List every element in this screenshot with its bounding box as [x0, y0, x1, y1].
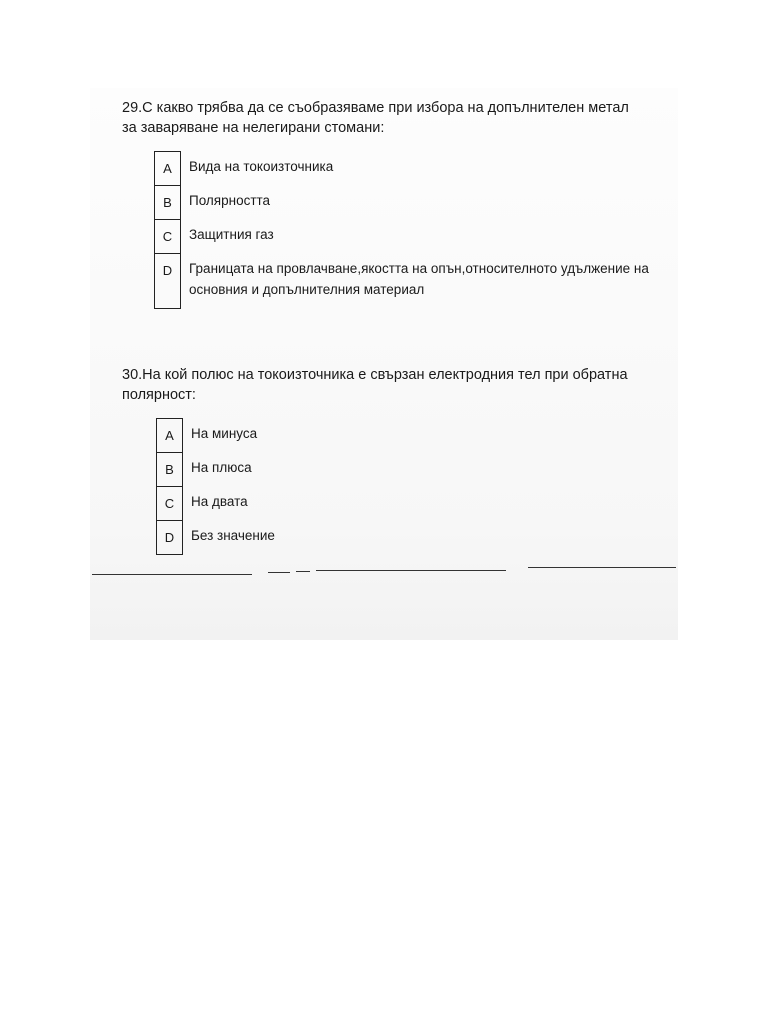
option-letter-box: C — [156, 486, 183, 521]
question-29: 29.С какво трябва да се съобразяваме при избора на допълнителен метал за заваряване на нелегирани стомани: — [122, 100, 629, 136]
option-text-line-2: основния и допълнителния материал — [189, 282, 425, 297]
option-text: На двата — [191, 494, 248, 509]
option-letter-box: D — [154, 253, 181, 309]
option-text: Защитния газ — [189, 227, 274, 242]
option-text: Полярността — [189, 193, 271, 208]
option-letter-box: B — [154, 185, 181, 220]
option-letter-box: A — [154, 151, 181, 186]
divider-segment — [92, 574, 252, 575]
divider-segment — [528, 567, 676, 568]
option-text: Вида на токоизточника — [189, 159, 334, 174]
divider-segment — [296, 571, 310, 572]
option-letter-box: C — [154, 219, 181, 254]
option-text: На плюса — [191, 460, 252, 475]
option-letter-box: A — [156, 418, 183, 453]
option-text-line-1: Границата на провлачване,якостта на опън,относителното удължение на — [189, 261, 649, 276]
option-text: Без значение — [191, 528, 275, 543]
divider-segment — [268, 572, 290, 573]
option-letter-box: B — [156, 452, 183, 487]
option-letter-box: D — [156, 520, 183, 555]
divider-segment — [316, 570, 506, 571]
question-30: 30.На кой полюс на токоизточника е свързан електродния тел при обратна полярност: — [122, 367, 628, 403]
option-text: На минуса — [191, 426, 258, 441]
